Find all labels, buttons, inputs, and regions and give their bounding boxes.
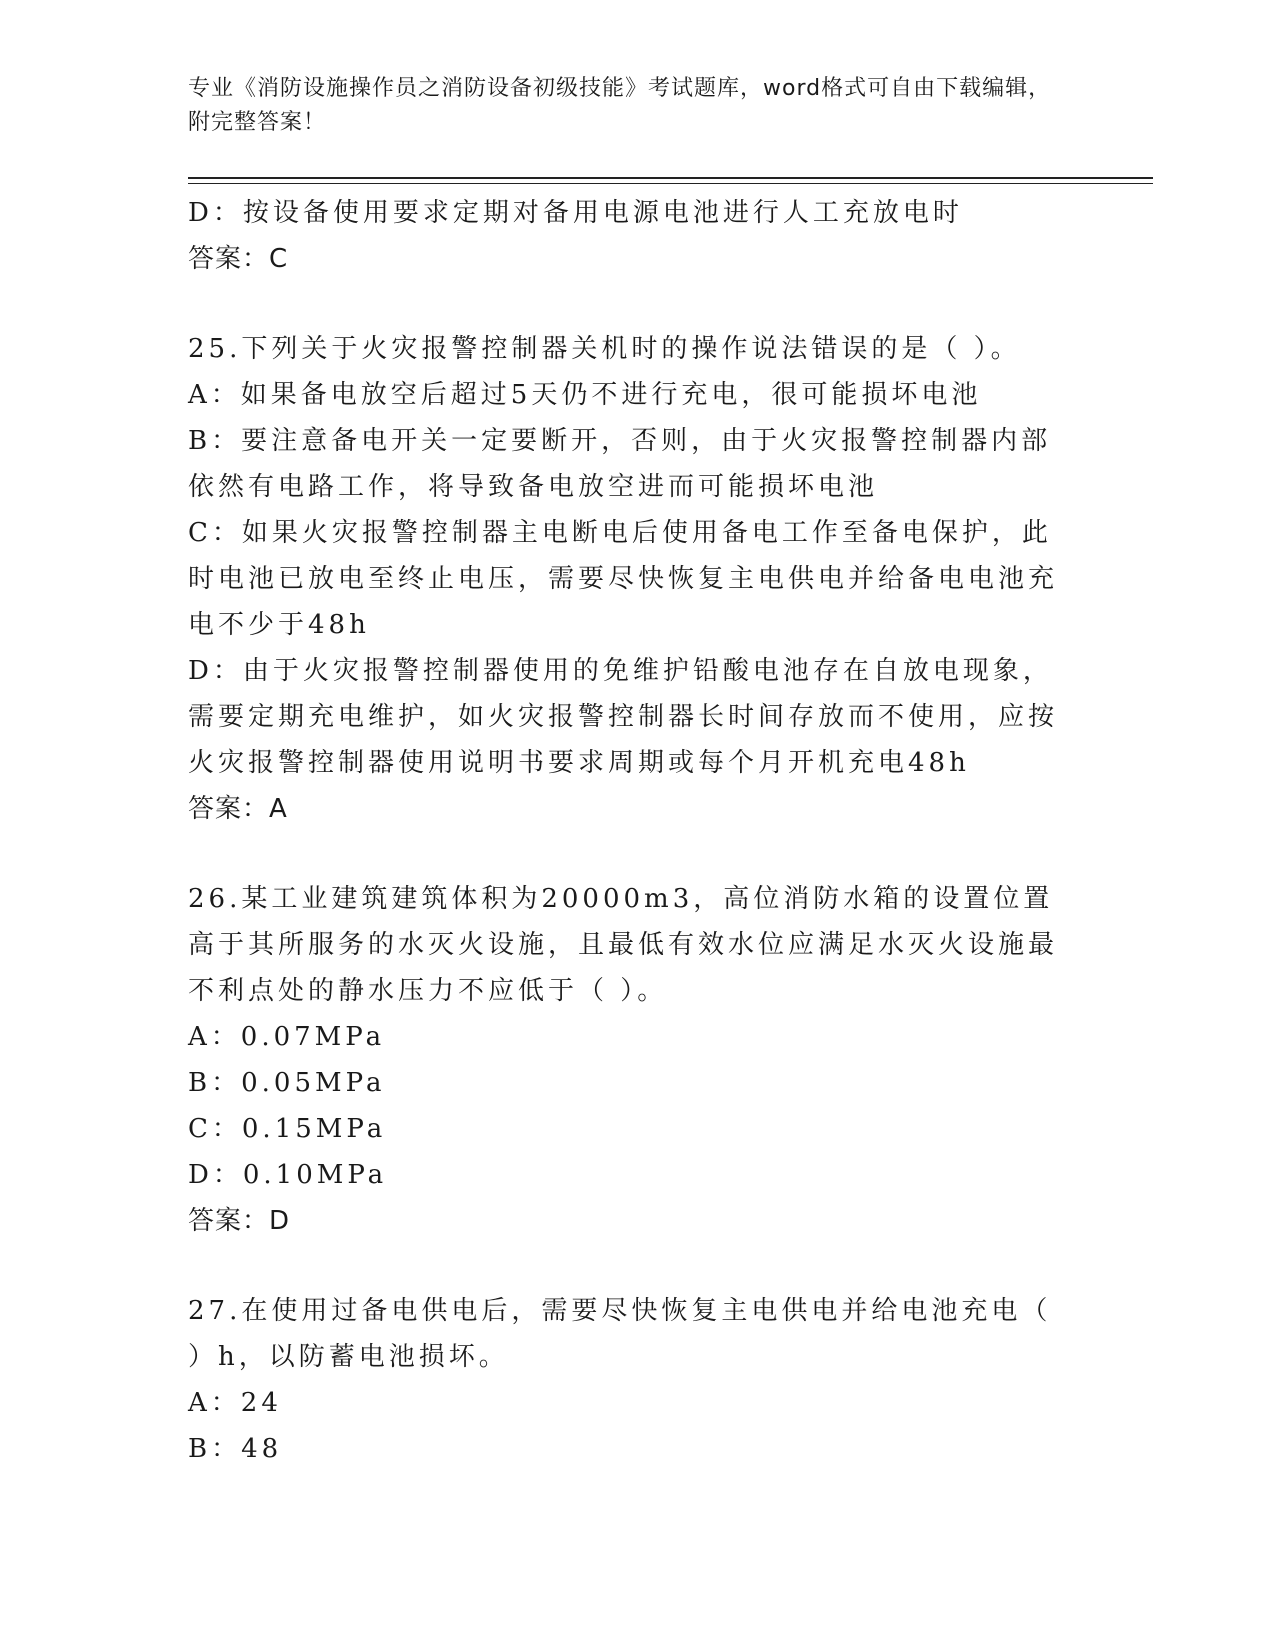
question-27 [188, 1288, 1068, 1472]
answer: 答案：A [188, 794, 288, 824]
option-b: B：48 [188, 1434, 283, 1464]
question-text: 27.在使用过备电供电后，需要尽快恢复主电供电并给电池充电（ ）h，以防蓄电池损坏。 [188, 1296, 1052, 1372]
spacer [188, 282, 1068, 326]
option-a: A：如果备电放空后超过5天仍不进行充电，很可能损坏电池 [188, 380, 982, 410]
option-a: A：24 [188, 1388, 282, 1418]
header-divider-thick [188, 177, 1153, 179]
option-a: A：0.07MPa [188, 1022, 386, 1052]
option-c: C：0.15MPa [188, 1114, 387, 1144]
previous-question-tail [188, 190, 1068, 282]
question-content [188, 190, 1068, 1472]
option-b: B：要注意备电开关一定要断开，否则，由于火灾报警控制器内部依然有电路工作，将导致备电放空进而可能损坏电池 [188, 426, 1052, 502]
option-b: B：0.05MPa [188, 1068, 386, 1098]
option-d: D：按设备使用要求定期对备用电源电池进行人工充放电时 [188, 198, 963, 228]
document-header: 专业《消防设施操作员之消防设备初级技能》考试题库，word格式可自由下载编辑，附完整答案！ [188, 76, 1052, 135]
answer: 答案：C [188, 244, 289, 274]
question-25 [188, 326, 1068, 832]
answer: 答案：D [188, 1206, 291, 1236]
option-d: D：由于火灾报警控制器使用的免维护铅酸电池存在自放电现象，需要定期充电维护，如火灾报警控制器长时间存放而不使用，应按火灾报警控制器使用说明书要求周期或每个月开机充电48h [188, 656, 1059, 778]
header-divider-thin [188, 183, 1153, 184]
option-d: D：0.10MPa [188, 1160, 388, 1190]
question-26 [188, 876, 1068, 1244]
option-c: C：如果火灾报警控制器主电断电后使用备电工作至备电保护，此时电池已放电至终止电压，需要尽快恢复主电供电并给备电电池充电不少于48h [188, 518, 1059, 640]
question-text: 26.某工业建筑建筑体积为20000m3，高位消防水箱的设置位置高于其所服务的水灭火设施，且最低有效水位应满足水灭火设施最不利点处的静水压力不应低于（ ）。 [188, 884, 1059, 1006]
question-text: 25.下列关于火灾报警控制器关机时的操作说法错误的是（ ）。 [188, 334, 1021, 364]
spacer [188, 832, 1068, 876]
spacer [188, 1244, 1068, 1288]
